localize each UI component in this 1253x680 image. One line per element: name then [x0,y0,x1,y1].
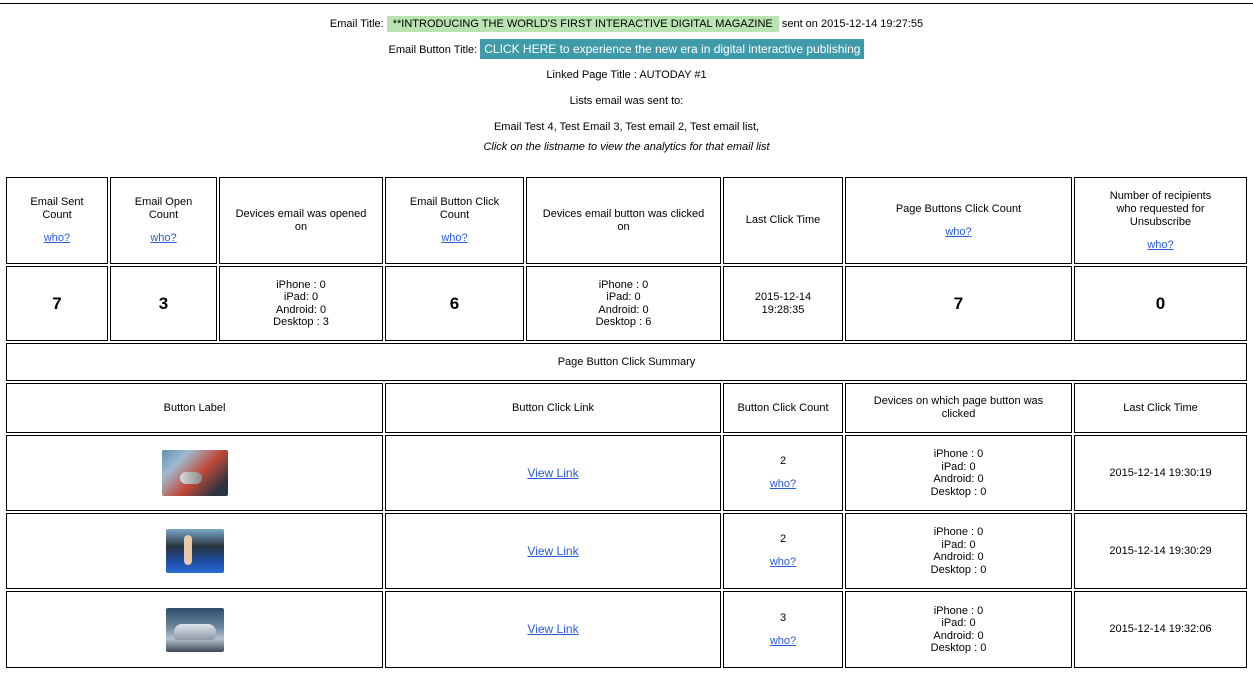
unsubscribe-count-label: Number of recipients who requested for Unsubscribe [1109,189,1212,228]
silver-sports-car-image [166,608,224,652]
button-label-header [6,383,383,433]
page-buttons-click-count-label: Page Buttons Click Count [895,202,1022,215]
row-3-desktop: Desktop : 0 [930,642,987,654]
devices-opened-desktop: Desktop : 3 [273,316,329,328]
email-title-value: **INTRODUCING THE WORLD'S FIRST INTERACTIVE DIGITAL MAGAZINE [387,16,779,32]
view-link-1[interactable]: View Link [527,465,579,480]
table-row-1-label-cell [6,435,383,511]
unsubscribe-count-cell [1074,266,1247,341]
row-1-last-click: 2015-12-14 19:30:19 [1109,466,1212,479]
table-row-3-count-cell [723,591,843,668]
row-1-ipad: iPad: 0 [941,460,976,473]
table-row-3-last-click-cell [1074,591,1247,668]
table-row-1-link-cell [385,435,721,511]
summary-title: Page Button Click Summary [557,355,696,368]
row-3-click-count: 3 [779,611,787,624]
row-2-click-count: 2 [779,533,787,545]
table-row-2-last-click-cell [1074,513,1247,589]
page-buttons-click-count-header [845,177,1072,264]
row-1-click-count: 2 [779,455,787,467]
row-3-who-link[interactable]: who? [769,634,797,647]
email-button-click-count-cell [385,266,524,341]
row-2-last-click: 2015-12-14 19:30:29 [1109,544,1212,557]
table-row-3-devices-cell [845,591,1072,668]
devices-button-clicked-header [526,177,721,264]
table-row-2-link-cell [385,513,721,589]
devices-opened-label: Devices email was opened on [235,207,367,233]
email-button-title-line [0,41,1253,58]
unsubscribe-count-header [1074,177,1247,264]
summary-last-click-header-text: Last Click Time [1123,401,1198,414]
row-1-who-link[interactable]: who? [769,478,797,490]
lists-hint: Click on the listname to view the analytics for that email list [483,141,770,153]
devices-page-button-header-text: Devices on which page button was clicked [873,395,1044,420]
row-2-android: Android: 0 [933,551,984,563]
row-3-ipad: iPad: 0 [941,617,976,629]
devices-opened-iphone: iPhone : 0 [276,278,326,291]
page-buttons-who-link[interactable]: who? [945,225,972,238]
email-sent-count-header [6,177,108,264]
button-click-count-header-text: Button Click Count [737,401,829,414]
email-button-who-link[interactable]: who? [441,232,468,244]
devices-clicked-android: Android: 0 [598,303,649,316]
row-3-android: Android: 0 [933,629,984,642]
top-divider [0,3,1253,4]
page-buttons-click-count-value: 7 [953,294,964,313]
button-label-header-text: Button Label [163,401,226,414]
row-3-last-click: 2015-12-14 19:32:06 [1109,623,1212,635]
linked-page-title: Linked Page Title : AUTODAY #1 [546,69,707,81]
email-button-click-count-value: 6 [449,294,460,313]
table-row-1-count-cell [723,435,843,511]
summary-title-cell [6,343,1247,381]
last-click-time-cell [723,266,843,341]
email-button-click-count-header [385,177,524,264]
devices-opened-header [219,177,383,264]
auto-show-model-image [166,529,224,573]
button-click-link-header [385,383,721,433]
table-row-3-label-cell [6,591,383,668]
devices-clicked-ipad: iPad: 0 [606,291,641,303]
devices-opened-android: Android: 0 [275,303,327,316]
unsubscribe-who-link[interactable]: who? [1147,238,1174,251]
last-click-time-value: 19:28:35 [761,303,805,316]
devices-opened-cell [219,266,383,341]
unsubscribe-count-value: 0 [1155,294,1166,313]
email-open-count-header [110,177,217,264]
email-sent-count-cell [6,266,108,341]
email-open-count-value: 3 [158,294,169,313]
devices-opened-ipad: iPad: 0 [283,291,319,303]
table-row-2-count-cell [723,513,843,589]
row-2-iphone: iPhone : 0 [933,526,984,538]
page-buttons-click-count-cell [845,266,1072,341]
devices-clicked-iphone: iPhone : 0 [598,278,649,291]
email-title-line [0,16,1253,32]
sent-on-text: sent on 2015-12-14 19:27:55 [781,18,924,30]
row-1-iphone: iPhone : 0 [933,448,984,460]
email-open-who-link[interactable]: who? [150,232,177,244]
last-click-time-header [723,177,843,264]
table-row-3-link-cell [385,591,721,668]
devices-page-button-header [845,383,1072,433]
email-button-title-value: CLICK HERE to experience the new era in digital interactive publishing [480,39,864,59]
row-2-who-link[interactable]: who? [769,556,797,568]
view-link-2[interactable]: View Link [527,543,579,558]
lists-label: Lists email was sent to: [569,95,684,107]
email-button-title-label: Email Button Title: [388,44,478,56]
table-row-2-label-cell [6,513,383,589]
table-row-1-last-click-cell [1074,435,1247,511]
email-sent-who-link[interactable]: who? [43,232,71,244]
email-open-count-cell [110,266,217,341]
row-1-android: Android: 0 [933,473,984,485]
row-1-desktop: Desktop : 0 [930,485,987,498]
row-2-desktop: Desktop : 0 [930,563,987,576]
email-title-label: Email Title: [329,18,384,30]
table-row-1-devices-cell [845,435,1072,511]
devices-button-clicked-label: Devices email button was clicked on [542,207,705,233]
email-open-count-label: Email Open Count [134,196,193,221]
email-sent-count-value: 7 [52,294,62,313]
email-lists[interactable]: Email Test 4, Test Email 3, Test email 2, Test email list, [493,121,760,133]
view-link-3[interactable]: View Link [527,622,579,636]
row-2-ipad: iPad: 0 [941,538,976,551]
email-sent-count-label: Email Sent Count [30,196,84,221]
summary-last-click-header [1074,383,1247,433]
devices-clicked-desktop: Desktop : 6 [595,316,652,328]
last-click-date-value: 2015-12-14 [754,290,812,303]
car-rear-emblem-image [162,450,228,496]
table-row-2-devices-cell [845,513,1072,589]
row-3-iphone: iPhone : 0 [933,604,984,617]
button-click-count-header [723,383,843,433]
email-button-click-count-label: Email Button Click Count [409,196,500,221]
devices-button-clicked-cell [526,266,721,341]
last-click-time-label: Last Click Time [745,214,821,226]
button-click-link-header-text: Button Click Link [512,401,594,414]
